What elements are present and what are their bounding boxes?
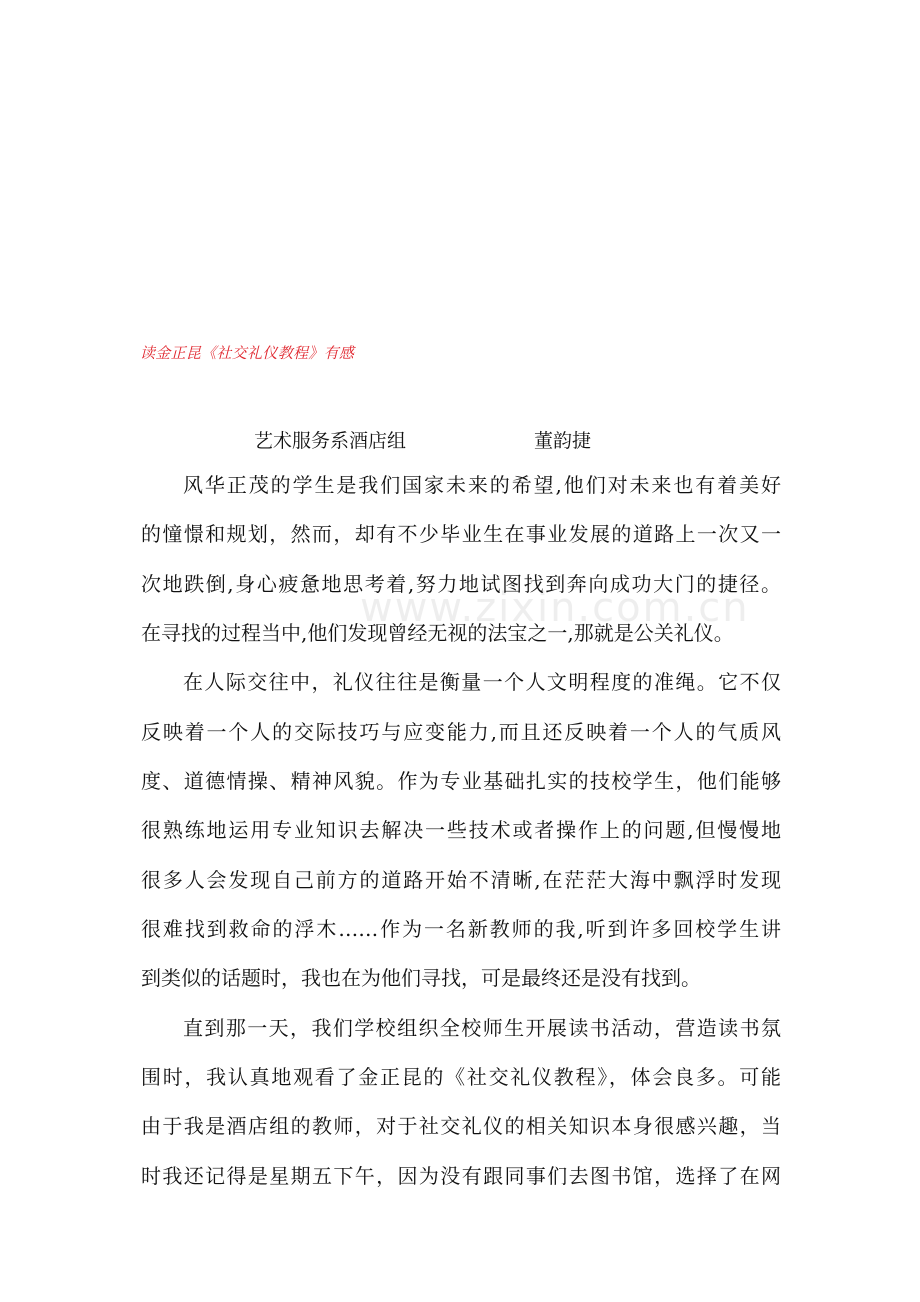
paragraph-2-line-4: 很熟练地运用专业知识去解决一些技术或者操作上的问题,但慢慢地 [141,818,781,842]
paragraph-3-line-4: 时我还记得是星期五下午，因为没有跟同事们去图书馆，选择了在网 [141,1164,781,1188]
paragraph-2-line-5: 很多人会发现自己前方的道路开始不清晰,在茫茫大海中飘浮时发现 [141,868,781,892]
paragraph-1-line-4: 在寻找的过程当中,他们发现曾经无视的法宝之一,那就是公关礼仪。 [141,621,734,645]
paragraph-2-line-2: 反映着一个人的交际技巧与应变能力,而且还反映着一个人的气质风 [141,720,781,744]
paragraph-2-line-7: 到类似的话题时，我也在为他们寻找，可是最终还是没有找到。 [141,966,701,990]
paragraph-2-line-6: 很难找到救命的浮木……作为一名新教师的我,听到许多回校学生讲 [141,917,781,941]
paragraph-3-line-2: 围时，我认真地观看了金正昆的《社交礼仪教程》，体会良多。可能 [141,1065,781,1089]
document-title: 读金正昆《社交礼仪教程》有感 [140,344,355,362]
paragraph-1-line-2: 的憧憬和规划，然而，却有不少毕业生在事业发展的道路上一次又一 [141,522,781,546]
paragraph-1-line-1: 风华正茂的学生是我们国家未来的希望,他们对未来也有着美好 [183,473,781,497]
watermark: www.zixin.com.cn [360,585,750,631]
paragraph-3-line-1: 直到那一天，我们学校组织全校师生开展读书活动，营造读书氛 [183,1016,781,1040]
author-department: 艺术服务系酒店组 [254,430,407,452]
paragraph-2-line-3: 度、道德情操、精神风貌。作为专业基础扎实的技校学生，他们能够 [141,769,781,793]
paragraph-2-line-1: 在人际交往中，礼仪往往是衡量一个人文明程度的准绳。它不仅 [183,670,781,694]
author-name: 董韵捷 [534,430,592,452]
paragraph-1-line-3: 次地跌倒,身心疲惫地思考着,努力地试图找到奔向成功大门的捷径。 [141,572,781,596]
paragraph-3-line-3: 由于我是酒店组的教师，对于社交礼仪的相关知识本身很感兴趣，当 [141,1114,781,1138]
